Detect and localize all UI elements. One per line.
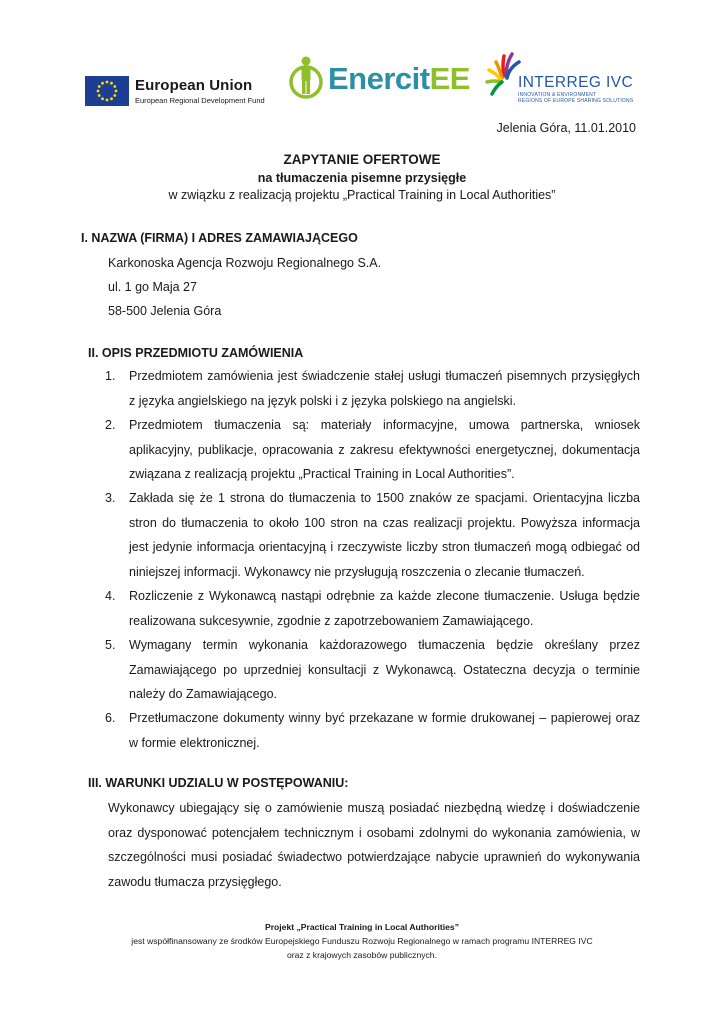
list-item-number: 3. bbox=[105, 491, 116, 505]
section-3-text: Wykonawcy ubiegający się o zamówienie muszą posiadać niezbędną wiedzę i doświadczenie oraz dysponować potencjałem technicznym i osobami zdolnymi do wykonania zamówienia, w szczególności musi posiadać świadectwo potwierdzające nabycie uprawnień do wykonywania zawodu tłumacza przysięgłego. bbox=[108, 801, 640, 889]
list-item-text: Przedmiotem tłumaczenia są: materiały informacyjne, umowa partnerska, wniosek aplikacyjny, publikacje, opracowania z zakresu efektywności energetycznej, dokumentacja związana z realizacją projektu „Practical Training in Local Authorities”. bbox=[129, 418, 640, 481]
interreg-tagline-1: INNOVATION & ENVIRONMENT bbox=[518, 92, 597, 98]
list-item-number: 6. bbox=[105, 711, 116, 725]
list-item-number: 4. bbox=[105, 589, 116, 603]
person-circle-icon bbox=[288, 54, 324, 104]
interreg-tagline-2: REGIONS OF EUROPE SHARING SOLUTIONS bbox=[518, 98, 634, 104]
contracting-party-name: Karkonoska Agencja Rozwoju Regionalnego S.A. bbox=[108, 256, 382, 270]
list-item-text: Przetłumaczone dokumenty winny być przekazane w formie drukowanej – papierowej oraz w formie elektronicznej. bbox=[129, 711, 640, 750]
document-title: ZAPYTANIE OFERTOWE bbox=[283, 152, 441, 167]
section-1-heading: I. NAZWA (FIRMA) I ADRES ZAMAWIAJĄCEGO bbox=[81, 231, 358, 245]
eu-logo-subtitle: European Regional Development Fund bbox=[135, 95, 265, 105]
section-2-heading: II. OPIS PRZEDMIOTU ZAMÓWIENIA bbox=[88, 346, 304, 360]
section-3-heading: III. WARUNKI UDZIALU W POSTĘPOWANIU: bbox=[88, 776, 349, 790]
document-project-line: w związku z realizacją projektu „Practical Training in Local Authorities” bbox=[168, 188, 556, 202]
document-subtitle: na tłumaczenia pisemne przysięgłe bbox=[257, 171, 467, 185]
eu-flag-icon bbox=[85, 76, 129, 106]
eu-logo bbox=[85, 76, 265, 106]
header-logos bbox=[0, 48, 724, 112]
list-item bbox=[105, 413, 640, 487]
list-item-number: 2. bbox=[105, 418, 116, 432]
enercitee-logo bbox=[288, 54, 470, 104]
list-item bbox=[105, 486, 640, 584]
list-item-text: Wymagany termin wykonania każdorazowego tłumaczenia będzie określany przez Zamawiającego po uprzedniej konsultacji z Wykonawcą. Ostateczna decyzja o terminie należy do Zamawiającego. bbox=[129, 638, 640, 701]
list-item-text: Zakłada się że 1 strona do tłumaczenia to 1500 znaków ze spacjami. Orientacyjna liczba stron do tłumaczenia to około 100 stron na czas realizacji projektu. Powyższa informacja jest jedynie informacja orientacyjną i rzeczywiste liczby stron tłumaczeń mogą odbiegać od niniejszej informacji. Wykonawcy nie przysługują roszczenia o zlecanie tłumaczeń. bbox=[129, 491, 640, 579]
list-item bbox=[105, 706, 640, 755]
interreg-title: INTERREG IVC bbox=[518, 74, 634, 91]
enercitee-name-part1: Enercit bbox=[328, 61, 430, 96]
eu-logo-title: European Union bbox=[135, 76, 253, 94]
list-item-text: Przedmiotem zamówienia jest świadczenie stałej usługi tłumaczeń pisemnych przysięgłych z języka angielskiego na język polski i z języka polskiego na angielski. bbox=[129, 369, 640, 408]
footer-project-name: Projekt „Practical Training in Local Authorities” bbox=[264, 922, 460, 932]
footer-funding-line: jest współfinansowany ze środków Europejskiego Funduszu Rozwoju Regionalnego w ramach programu INTERREG IVC bbox=[131, 936, 593, 946]
enercitee-name-part2: EE bbox=[429, 61, 470, 96]
list-item bbox=[105, 584, 640, 633]
document-date: Jelenia Góra, 11.01.2010 bbox=[496, 121, 636, 135]
contracting-party-street: ul. 1 go Maja 27 bbox=[108, 280, 197, 294]
list-item bbox=[105, 364, 640, 413]
list-item-number: 5. bbox=[105, 638, 116, 652]
list-item bbox=[105, 633, 640, 707]
list-item-number: 1. bbox=[105, 369, 116, 383]
interreg-logo bbox=[484, 50, 644, 110]
contracting-party-city: 58-500 Jelenia Góra bbox=[108, 304, 222, 318]
footer-funding-line-2: oraz z krajowych zasobów publicznych. bbox=[287, 950, 437, 960]
list-item-text: Rozliczenie z Wykonawcą nastąpi odrębnie za każde zlecone tłumaczenie. Usługa będzie realizowana sukcesywnie, zgodnie z zapotrzebowaniem Zamawiającego. bbox=[129, 589, 640, 628]
